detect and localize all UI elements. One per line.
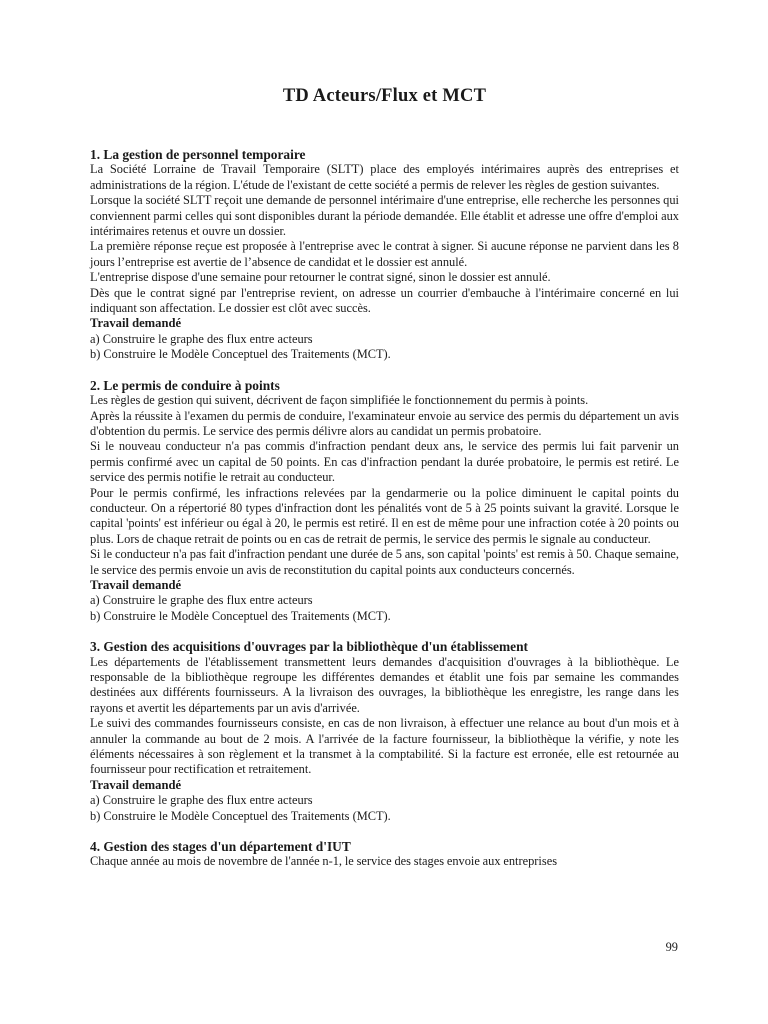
section-stages-iut bbox=[90, 839, 679, 870]
section-permis-points bbox=[90, 378, 679, 625]
paragraph: Dès que le contrat signé par l'entreprise revient, on adresse un courrier d'embauche à l'intérimaire concerné en lui indiquant son affectation. Le dossier est clôt avec succès. bbox=[90, 285, 679, 316]
paragraph: Lorsque la société SLTT reçoit une demande de personnel intérimaire d'une entreprise, elle recherche les personnes qui conviennent parmi celles qui sont disponibles durant la période demandée. Elle établit et adresse une offre d'emploi aux intérimaires retenus et ouvre un dossier. bbox=[90, 193, 679, 239]
section-title: 3. Gestion des acquisitions d'ouvrages par la bibliothèque d'un établissement bbox=[90, 639, 528, 655]
page-number: 99 bbox=[665, 940, 678, 954]
task-item: b) Construire le Modèle Conceptuel des Traitements (MCT). bbox=[90, 347, 391, 362]
work-label: Travail demandé bbox=[90, 777, 182, 792]
document-title: TD Acteurs/Flux et MCT bbox=[282, 86, 487, 106]
document-page bbox=[90, 86, 679, 885]
section-title: 1. La gestion de personnel temporaire bbox=[90, 147, 306, 162]
paragraph: La première réponse reçue est proposée à l'entreprise avec le contrat à signer. Si aucune réponse ne parvient dans les 8 jours l’entreprise est avertie de l’absence de candidat et le dossier est annulé. bbox=[90, 239, 679, 269]
paragraph: La Société Lorraine de Travail Temporaire (SLTT) place des employés intérimaires auprès des entreprises et administrations de la région. L'étude de l'existant de cette société a permis de relever les règles de gestion suivantes. bbox=[90, 162, 679, 192]
section-acquisitions-bibliotheque bbox=[90, 639, 679, 824]
section-personnel-temporaire bbox=[90, 147, 679, 363]
work-label: Travail demandé bbox=[90, 577, 182, 592]
task-item: a) Construire le graphe des flux entre acteurs bbox=[90, 331, 313, 346]
paragraph: Si le conducteur n'a pas fait d'infraction pendant une durée de 5 ans, son capital 'points' est remis à 50. Chaque semaine, le service des permis envoie un avis de reconstitution du capital points aux conducteurs concernés. bbox=[90, 547, 679, 577]
task-item: b) Construire le Modèle Conceptuel des Traitements (MCT). bbox=[90, 808, 391, 823]
paragraph: Le suivi des commandes fournisseurs consiste, en cas de non livraison, à effectuer une relance au bout d'un mois et à annuler la commande au bout de 2 mois. A l'arrivée de la facture fournisseur, la bibliothèque la vérifie, y note les éléments nécessaires à son règlement et la transmet à la comptabilité. Si la facture est erronée, elle est retournée au fournisseur pour rectification et retraitement. bbox=[90, 716, 679, 777]
paragraph: Si le nouveau conducteur n'a pas commis d'infraction pendant deux ans, le service des permis lui fait parvenir un permis confirmé avec un capital de 50 points. En cas d'infraction pendant la durée probatoire, le permis est retiré. Le service des permis notifie le retrait au conducteur. bbox=[90, 439, 679, 485]
task-item: b) Construire le Modèle Conceptuel des Traitements (MCT). bbox=[90, 608, 391, 623]
task-item: a) Construire le graphe des flux entre acteurs bbox=[90, 593, 313, 608]
paragraph: Les règles de gestion qui suivent, décrivent de façon simplifiée le fonctionnement du permis à points. bbox=[90, 393, 589, 408]
paragraph: Les départements de l'établissement transmettent leurs demandes d'acquisition d'ouvrages à la bibliothèque. Le responsable de la bibliothèque regroupe les différentes demandes et établit une fois par semaine les commandes destinées aux différents fournisseurs. A la livraison des ouvrages, la bibliothèque les enregistre, les range dans les rayons et avertit les départements par un avis d'arrivée. bbox=[90, 654, 679, 715]
task-item: a) Construire le graphe des flux entre acteurs bbox=[90, 793, 313, 808]
paragraph: Pour le permis confirmé, les infractions relevées par la gendarmerie ou la police diminuent le capital points du conducteur. On a répertorié 80 types d'infraction dont les pénalités vont de 5 à 25 points suivant la gravité. Lorsque le capital 'points' est inférieur ou égal à 20, le permis est retiré. Il en est de même pour une infraction cotée à 20 points ou plus. Lors de chaque retrait de points ou en cas de retrait de permis, le service des permis le signale au conducteur. bbox=[90, 485, 679, 546]
paragraph: L'entreprise dispose d'une semaine pour retourner le contrat signé, sinon le dossier est annulé. bbox=[90, 270, 551, 285]
paragraph: Après la réussite à l'examen du permis de conduire, l'examinateur envoie au service des permis du département un avis d'obtention du permis. Le service des permis délivre alors au candidat un permis probatoire. bbox=[90, 408, 679, 438]
work-label: Travail demandé bbox=[90, 316, 182, 331]
paragraph: Chaque année au mois de novembre de l'année n-1, le service des stages envoie aux entreprises bbox=[90, 854, 558, 869]
section-title: 2. Le permis de conduire à points bbox=[90, 377, 280, 393]
section-title: 4. Gestion des stages d'un département d'IUT bbox=[90, 839, 351, 855]
